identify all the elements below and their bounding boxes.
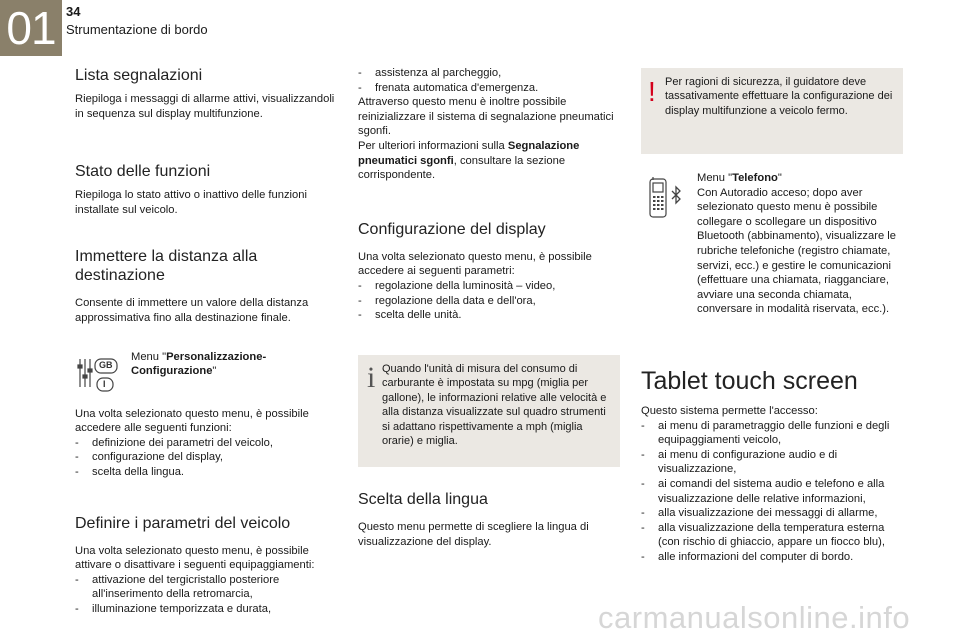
section-title: Strumentazione di bordo [66,22,208,37]
heading-lista-segnalazioni: Lista segnalazioni [75,67,203,84]
text-tablet: Questo sistema permette l'accesso: [641,405,818,417]
menu-personalizzazione-block [75,351,345,395]
list-item: - regolazione della data e dell'ora, [358,294,620,309]
icon-i-label: I [103,378,106,389]
column-3-bottom [641,366,903,565]
heading-stato-funzioni: Stato delle funzioni [75,163,211,181]
chapter-number: 01 [0,0,62,56]
list-item: - frenata automatica d'emergenza. [358,81,620,96]
warning-box [641,68,903,154]
list-item: - scelta della lingua. [75,465,345,480]
list-menu-functions [75,436,345,480]
list-item: - regolazione della luminosità – video, [358,279,620,294]
list-item: - configurazione del display, [75,450,345,465]
icon-gb-label: GB [99,359,113,370]
column-1 [75,64,345,617]
list-item: - ai menu di parametraggio delle funzioni e degli equipaggiamenti veicolo, [641,419,903,448]
list-item: - attivazione del tergicristallo posteriore all'inserimento della retromarcia, [75,573,345,602]
text-distanza-destinazione: Consente di immettere un valore della distanza approssimativa fino alla destinazione finale. [75,297,309,324]
list-equipaggiamenti [75,573,345,617]
heading-distanza-destinazione: Immettere la distanza alla destinazione [75,248,258,285]
column-2 [358,64,620,323]
watermark: carmanualsonline.info [598,600,911,635]
phone-bluetooth-icon [641,173,693,223]
menu-personalizzazione-title: Menu "Personalizzazione-Configurazione" [131,350,267,378]
menu-telefono-content [697,171,907,317]
list-item: - ai menu di configurazione audio e di visualizzazione, [641,448,903,477]
heading-tablet-touch-screen: Tablet touch screen [641,367,858,395]
language-settings-icon [75,351,119,395]
text-lista-segnalazioni: Riepiloga i messaggi di allarme attivi, visualizzandoli in sequenza sul display multifunzione. [75,93,335,120]
text-menu-telefono: Con Autoradio acceso; dopo aver selezionato questo menu è possibile collegare o scollegare un dispositivo Bluetooth (abbinamento), visualizzare le rubriche telefoniche (registro chiamate, servizi, ecc.) e gestire le comunicazioni (effettuare una chiamata, riagganciare, avviare una seconda chiamata, conversare in modalità riservata, ecc.). [697,186,896,316]
page-number: 34 [66,4,81,19]
list-item: - scelta delle unità. [358,308,620,323]
text-configurazione-display: Una volta selezionato questo menu, è possibile accedere ai seguenti parametri: [358,250,592,278]
info-text: Quando l'unità di misura del consumo di carburante è impostata su mpg (miglia per gallone), le informazioni relative alle velocità e alla distanza visualizzate sul quadro strumenti si adattano rispettivamente a mph (miglia orarie) e miglia. [382,363,607,448]
list-item: - assistenza al parcheggio, [358,66,620,81]
heading-configurazione-display: Configurazione del display [358,220,546,238]
list-item: - alla visualizzazione dei messaggi di allarme, [641,506,903,521]
warning-icon: ! [648,76,656,107]
menu-telefono-title: Menu "Telefono" [697,172,782,184]
text-menu-personalizzazione: Una volta selezionato questo menu, è possibile accedere alle seguenti funzioni: [75,407,309,435]
list-item: - illuminazione temporizzata e durata, [75,602,345,617]
list-equipaggiamenti-cont [358,66,620,95]
list-item: - alle informazioni del computer di bordo. [641,550,903,565]
column-2-bottom [358,490,620,549]
info-icon: i [367,361,376,394]
text-scelta-lingua: Questo menu permette di scegliere la lingua di visualizzazione del display. [358,521,589,548]
text-reinizializzare: Attraverso questo menu è inoltre possibile reinizializzare il sistema di segnalazione pneumatici sgonfi. [358,96,614,138]
list-display-parametri [358,279,620,323]
list-item: - alla visualizzazione della temperatura esterna (con rischio di ghiaccio, appare un fiocco blu), [641,521,903,550]
text-stato-funzioni: Riepiloga lo stato attivo o inattivo delle funzioni installate sul veicolo. [75,189,307,216]
info-box [358,355,620,467]
menu-telefono-block [641,171,903,317]
heading-definire-parametri: Definire i parametri del veicolo [75,514,291,532]
warning-text: Per ragioni di sicurezza, il guidatore deve tassativamente effettuare la configurazione dei display multifunzione a veicolo fermo. [665,76,893,117]
text-ulteriori-informazioni: Per ulteriori informazioni sulla Segnalazione pneumatici sgonfi, consultare la sezione corrispondente. [358,139,580,182]
list-item: - definizione dei parametri del veicolo, [75,436,345,451]
list-item: - ai comandi del sistema audio e telefono e alla visualizzazione delle relative informazioni, [641,477,903,506]
heading-scelta-lingua: Scelta della lingua [358,491,488,508]
text-definire-parametri: Una volta selezionato questo menu, è possibile attivare o disattivare i seguenti equipaggiamenti: [75,544,315,572]
list-tablet-accesso [641,419,903,565]
